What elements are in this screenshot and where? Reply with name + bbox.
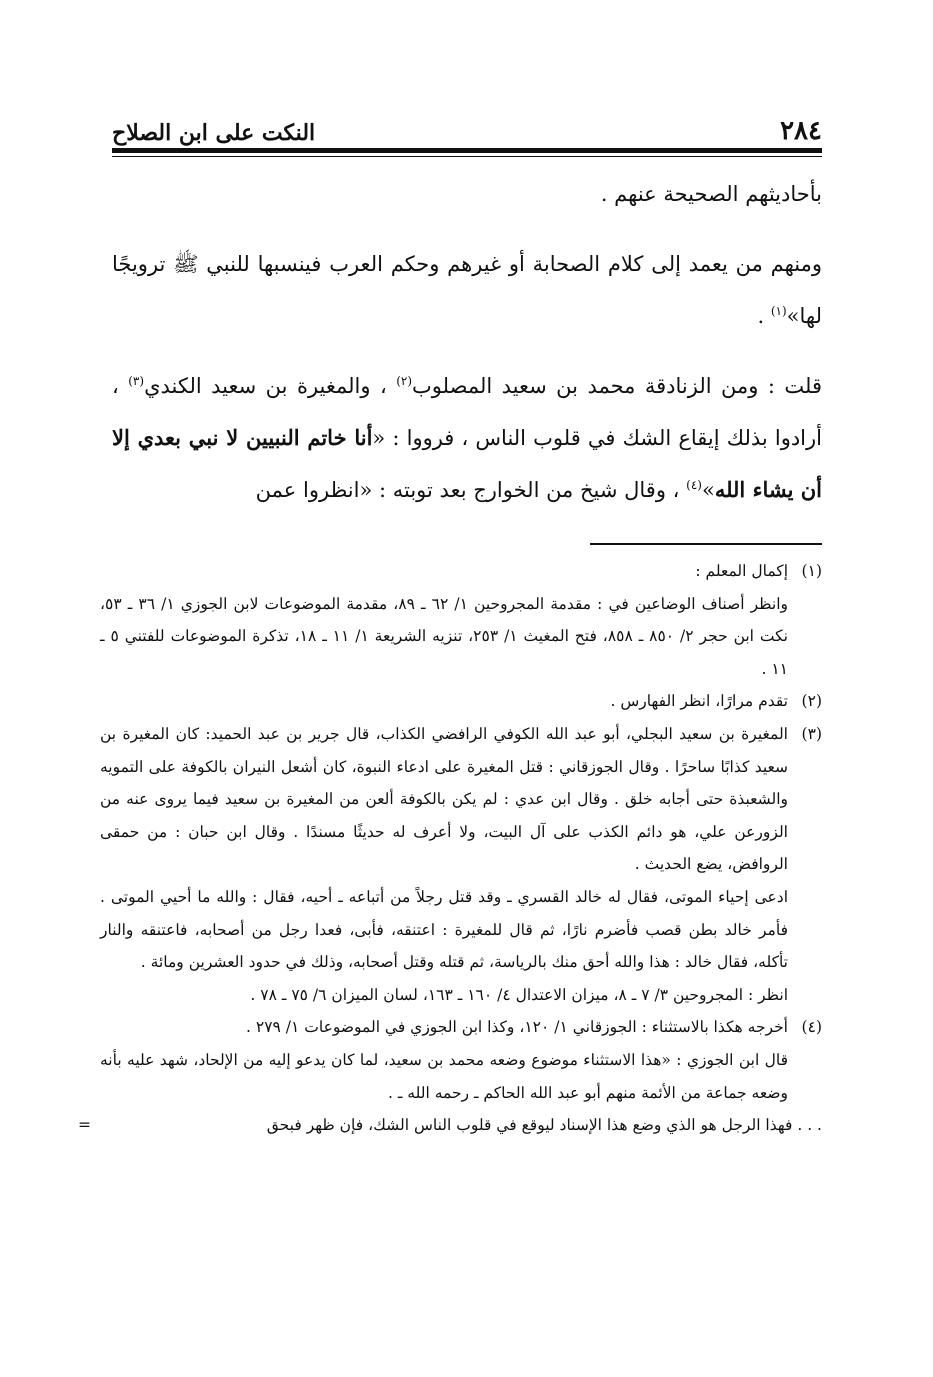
- footnote-ref-3: (٣): [128, 374, 145, 388]
- footnote-line: إكمال المعلم :: [695, 562, 788, 580]
- footnote-number: (٣): [801, 724, 822, 743]
- hadith-text: أنا خاتم النبيين لا نبي بعدي إلا أن يشاء الله: [112, 425, 822, 502]
- main-text: [112, 182, 822, 534]
- footnote-line: وانظر أصناف الوضاعين في : مقدمة المجروحين ١/ ٦٢ ـ ٨٩، مقدمة الموضوعات لابن الجوزي ١/ ٣٦ ـ ٥٣، نكت ابن حجر ٢/ ٨٥٠ ـ ٨٥٨، فتح المغيث ١/ ٢٥٣، تنزيه الشريعة ١/ ١١ ـ ١٨، تذكرة الموضوعات للفتني ٥ ـ ١١ .: [100, 594, 789, 678]
- footnote-4: [100, 1011, 822, 1109]
- page-number: ٢٨٤: [780, 116, 822, 146]
- footnote-separator: [590, 543, 822, 545]
- footnote-number: (٢): [801, 692, 822, 711]
- footnote-line: المغيرة بن سعيد البجلي، أبو عبد الله الكوفي الرافضي الكذاب، قال جرير بن عبد الحميد: كان المغيرة بن سعيد كذابًا ساحرًا . وقال الجوزقاني : قتل المغيرة على ادعاء النبوة، كان أشعل النيران بالكوفة على التمويه والشعبذة حتى أجابه خلق . وقال ابن عدي : لم يكن بالكوفة ألعن من المغيرة بن سعيد فيما يروى عنه من الزورعن علي، هو دائم الكذب على آل البيت، ولا أعرف له حديثًا مسندًا . وقال ابن حبان : من حمقى الروافض، يضع الحديث .: [100, 724, 788, 874]
- book-title: النكت على ابن الصلاح: [112, 120, 316, 146]
- footnote-number: (١): [801, 562, 822, 580]
- paragraph-2: ومنهم من يعمد إلى كلام الصحابة أو غيرهم وحكم العرب فينسبها للنبي ﷺ ترويجًا لها»$^{(١)}$ .: [112, 252, 822, 328]
- footnotes: [78, 555, 822, 1142]
- footnote-ref-2: (٢): [396, 374, 413, 388]
- page-header: [112, 112, 822, 146]
- footnote-line: انظر : المجروحين ٣/ ٧ ـ ٨، ميزان الاعتدال ٤/ ١٦٠ ـ ١٦٣، لسان الميزان ٦/ ٧٥ ـ ٧٨ .: [250, 985, 788, 1004]
- footnote-ref-4: (٤): [686, 478, 702, 492]
- footnote-line: ادعى إحياء الموتى، فقال له خالد القسري ـ وقد قتل رجلاً من أتباعه ـ أحيه، فقال : والله ما أحيي الموتى . فأمر خالد بطن قصب فأضرم نارًا، ثم قال للمغيرة : اعتنقه، فأبى، فعدا رجل من أصحابه، فاعتنقه والنار تأكله، فقال خالد : هذا والله أحق منك بالرياسة، ثم قتله وقتل أصحابه، وذلك في حدود العشرين ومائة .: [100, 887, 788, 972]
- continuation-text: . . . فهذا الرجل هو الذي وضع هذا الإسناد ليوقع في قلوب الناس الشك، فإن ظهر فبحق: [266, 1116, 822, 1135]
- footnote-line: تقدم مرارًا، انظر الفهارس .: [610, 692, 788, 711]
- footnote-line: قال ابن الجوزي : «هذا الاستثناء موضوع وضعه محمد بن سعيد، لما كان يدعو إليه من الإلحاد، شهد عليه بأنه وضعه جماعة من الأئمة منهم أبو عبد الله الحاكم ـ رحمه الله ـ .: [100, 1050, 788, 1102]
- footnote-3: [100, 718, 822, 1011]
- footnote-line: أخرجه هكذا بالاستثناء : الجوزقاني ١/ ١٢٠، وكذا ابن الجوزي في الموضوعات ١/ ٢٧٩ .: [246, 1018, 788, 1037]
- footnote-2: [100, 685, 822, 718]
- paragraph-1: بأحاديثهم الصحيحة عنهم .: [600, 182, 822, 206]
- footnote-number: (٤): [801, 1018, 822, 1037]
- header-rule-thick: [112, 148, 822, 153]
- header-rule-thin: [112, 156, 822, 157]
- footnote-ref-1: (١): [770, 304, 787, 318]
- footnote-1: [100, 555, 822, 685]
- continuation-mark: =: [78, 1116, 91, 1135]
- paragraph-3: قلت : ومن الزنادقة محمد بن سعيد المصلوب$^{(٢)}$ ، والمغيرة بن سعيد الكندي$^{(٣)}$ ، أرادوا بذلك إيقاع الشك في قلوب الناس ، فرووا : «أنا خاتم النبيين لا نبي بعدي إلا أن يشاء الله»$^{(٤)}$ ، وقال شيخ من الخوارج بعد توبته : «انظروا عمن: [112, 374, 822, 502]
- footnote-continuation: [78, 1109, 822, 1142]
